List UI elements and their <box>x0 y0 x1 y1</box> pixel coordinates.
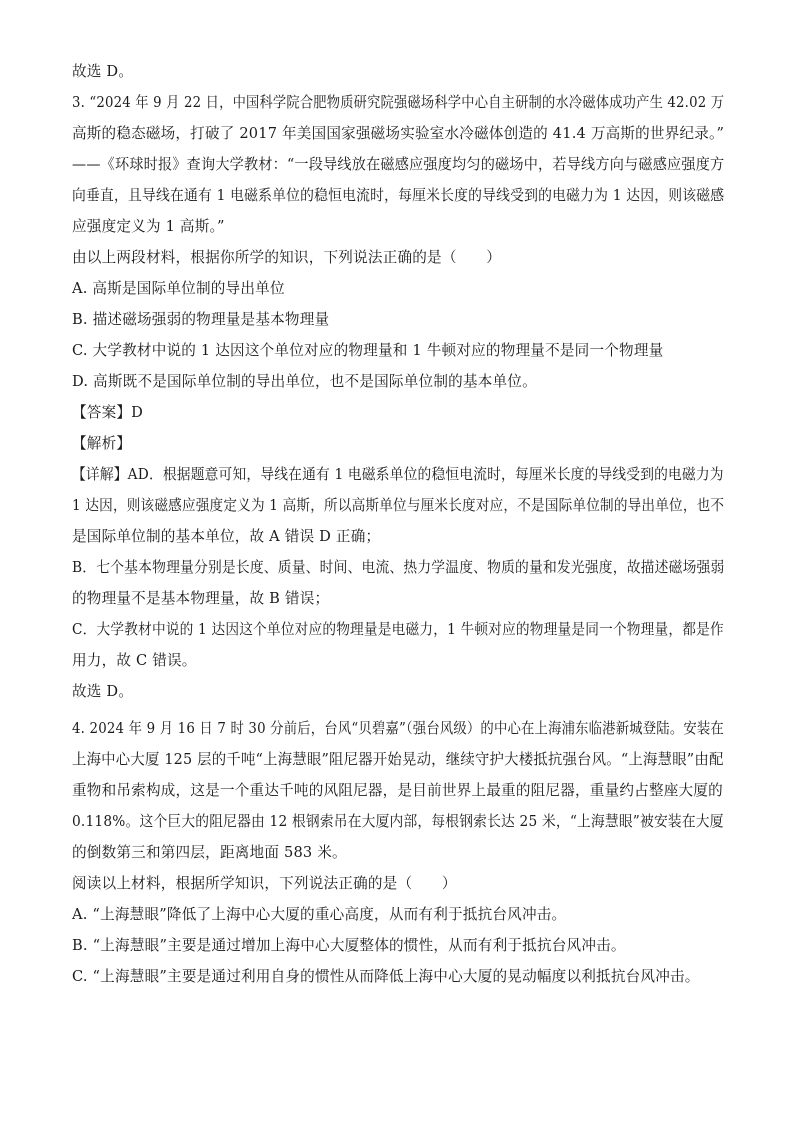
text-line: 4. 2024 年 9 月 16 日 7 时 30 分前后，台风“贝碧嘉”（强台风级）的中心在上海浦东临港新城登陆。安装在 <box>72 720 724 737</box>
text-line: 0.118%。这个巨大的阻尼器由 12 根钢索吊在大厦内部，每根钢索长达 25 米，“上海慧眼”被安装在大厦 <box>72 813 724 830</box>
text-line: 向垂直，且导线在通有 1 电磁系单位的稳恒电流时，每厘米长度的导线受到的电磁力为 1 达因，则该磁感 <box>72 187 725 204</box>
text-line: ——《环球时报》查询大学教材：“一段导线放在磁感应强度均匀的磁场中，若导线方向与磁感应强度方 <box>72 156 725 173</box>
text-line: 故选 D。 <box>72 683 134 700</box>
option-b: B. “上海慧眼”主要是通过增加上海中心大厦整体的惯性，从而有利于抵抗台风冲击。 <box>72 937 626 954</box>
text-line: 1 达因，则该磁感应强度定义为 1 高斯，所以高斯单位与厘米长度对应，不是国际单位制的导出单位，也不 <box>72 497 725 514</box>
text-line: 故选 D。 <box>72 63 134 80</box>
analysis-label: 【解析】 <box>72 435 132 452</box>
option-b: B. 描述磁场强弱的物理量是基本物理量 <box>72 311 330 328</box>
text-line: 【详解】AD．根据题意可知，导线在通有 1 电磁系单位的稳恒电流时，每厘米长度的导线受到的电磁力为 <box>72 466 724 483</box>
text-line: 高斯的稳态磁场，打破了 2017 年美国国家强磁场实验室水冷磁体创造的 41.4 万高斯的世界纪录。” <box>72 125 725 142</box>
text-line: B．七个基本物理量分别是长度、质量、时间、电流、热力学温度、物质的量和发光强度，故描述磁场强弱 <box>72 559 725 576</box>
option-a: A. 高斯是国际单位制的导出单位 <box>72 280 285 297</box>
text-line: 由以上两段材料，根据你所学的知识，下列说法正确的是（ ） <box>72 249 502 266</box>
text-line: 上海中心大厦 125 层的千吨“上海慧眼”阻尼器开始晃动，继续守护大楼抵抗强台风。“上海慧眼”由配 <box>72 751 724 768</box>
text-line: 应强度定义为 1 高斯。” <box>72 218 225 235</box>
text-line: 3. “2024 年 9 月 22 日，中国科学院合肥物质研究院强磁场科学中心自主研制的水冷磁体成功产生 42.02 万 <box>72 94 725 111</box>
text-line: C．大学教材中说的 1 达因这个单位对应的物理量是电磁力，1 牛顿对应的物理量是同一个物理量，都是作 <box>72 621 724 638</box>
text-line: 的物理量不是基本物理量，故 B 错误； <box>72 590 330 607</box>
option-a: A. “上海慧眼”降低了上海中心大厦的重心高度，从而有利于抵抗台风冲击。 <box>72 906 567 923</box>
option-d: D. 高斯既不是国际单位制的导出单位，也不是国际单位制的基本单位。 <box>72 373 537 390</box>
text-line: 用力，故 C 错误。 <box>72 652 197 669</box>
answer-label: 【答案】D <box>72 404 144 421</box>
option-c: C. “上海慧眼”主要是通过利用自身的惯性从而降低上海中心大厦的晃动幅度以利抵抗台风冲击。 <box>72 968 700 985</box>
option-c: C. 大学教材中说的 1 达因这个单位对应的物理量和 1 牛顿对应的物理量不是同一个物理量 <box>72 342 664 359</box>
text-line: 的倒数第三和第四层，距离地面 583 米。 <box>72 844 347 861</box>
text-line: 重物和吊索构成，这是一个重达千吨的风阻尼器，是目前世界上最重的阻尼器，重量约占整座大厦的 <box>72 782 723 799</box>
text-line: 阅读以上材料，根据所学知识，下列说法正确的是（ ） <box>72 875 457 892</box>
text-line: 是国际单位制的基本单位，故 A 错误 D 正确； <box>72 528 381 545</box>
